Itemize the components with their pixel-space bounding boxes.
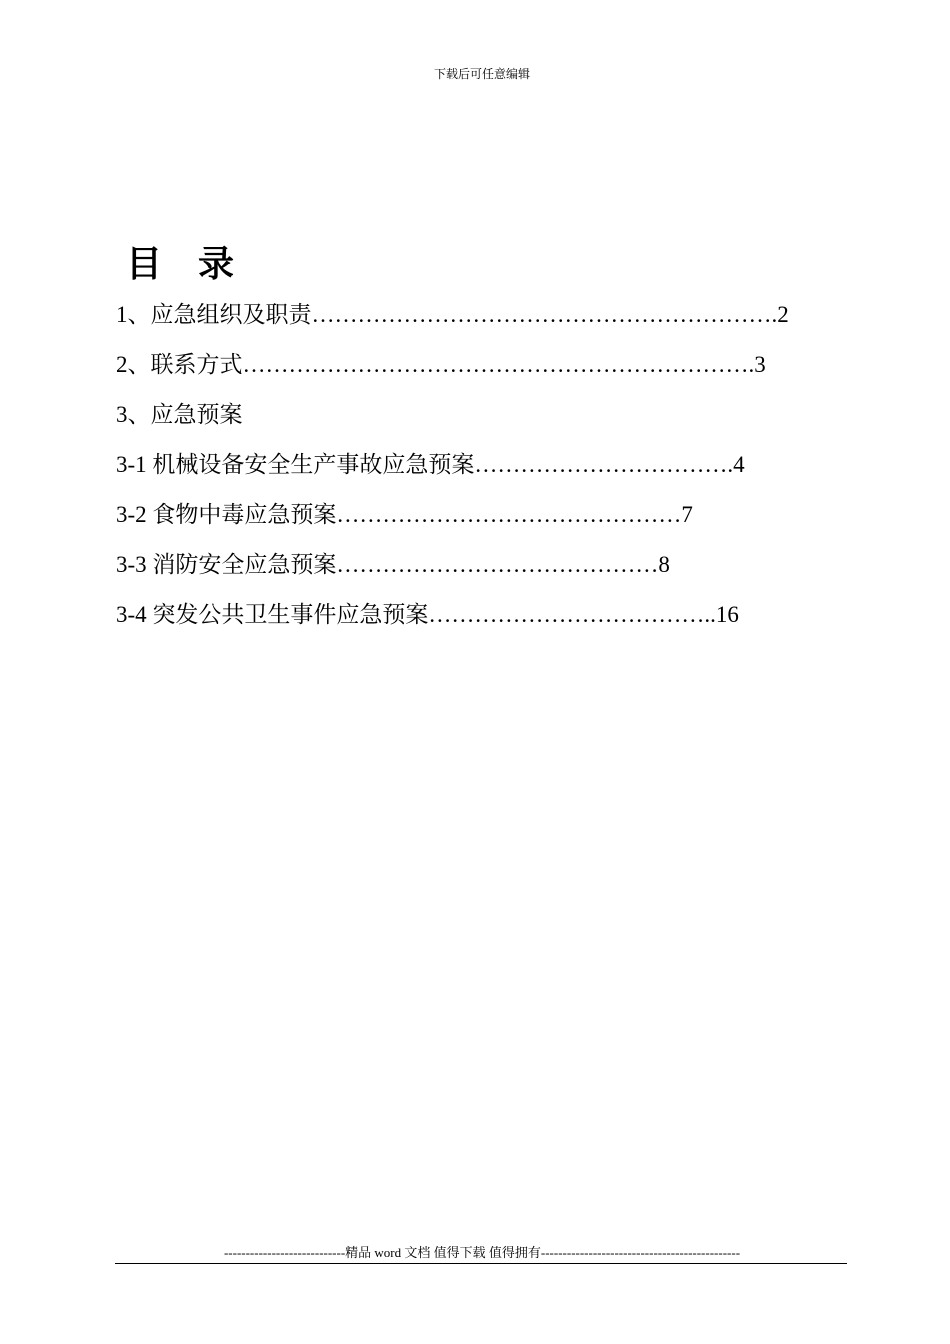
toc-leader: ……………………………… xyxy=(428,602,705,627)
toc-label: 3、应急预案 xyxy=(116,402,243,427)
toc-label: 2、联系方式 xyxy=(116,352,243,377)
toc-label: 3-4 突发公共卫生事件应急预案 xyxy=(116,602,429,627)
toc-list xyxy=(116,295,789,645)
toc-label: 3-2 食物中毒应急预案 xyxy=(116,502,337,527)
toc-page-number: .4 xyxy=(727,452,745,477)
toc-page-number: ..16 xyxy=(704,602,739,627)
header-note: 下载后可任意编辑 xyxy=(433,67,530,81)
toc-page-number: .2 xyxy=(771,302,789,327)
toc-leader: ……………………………………… xyxy=(336,502,682,527)
toc-title: 目 录 xyxy=(126,244,235,284)
toc-item-3[interactable] xyxy=(116,395,789,445)
toc-item-3-4[interactable] xyxy=(116,595,789,645)
toc-item-1[interactable] xyxy=(116,295,789,345)
toc-leader: ………………………………………………………… xyxy=(242,352,749,377)
toc-item-3-1[interactable] xyxy=(116,445,789,495)
toc-page-number: .3 xyxy=(748,352,766,377)
toc-leader: …………………………… xyxy=(474,452,728,477)
toc-label: 3-1 机械设备安全生产事故应急预案 xyxy=(116,452,475,477)
toc-item-3-2[interactable] xyxy=(116,495,789,545)
toc-item-3-3[interactable] xyxy=(116,545,789,595)
footer-note: ----------------------------精品 word 文档 值得下载 值得拥有---------------------------------------------- xyxy=(223,1245,741,1260)
toc-label: 3-3 消防安全应急预案 xyxy=(116,552,337,577)
toc-page-number: 8 xyxy=(658,552,670,577)
toc-leader: …………………………………… xyxy=(336,552,659,577)
toc-item-2[interactable] xyxy=(116,345,789,395)
toc-label: 1、应急组织及职责 xyxy=(116,302,312,327)
toc-page-number: 7 xyxy=(681,502,693,527)
toc-leader: …………………………………………………… xyxy=(311,302,772,327)
footer-divider xyxy=(115,1263,847,1264)
